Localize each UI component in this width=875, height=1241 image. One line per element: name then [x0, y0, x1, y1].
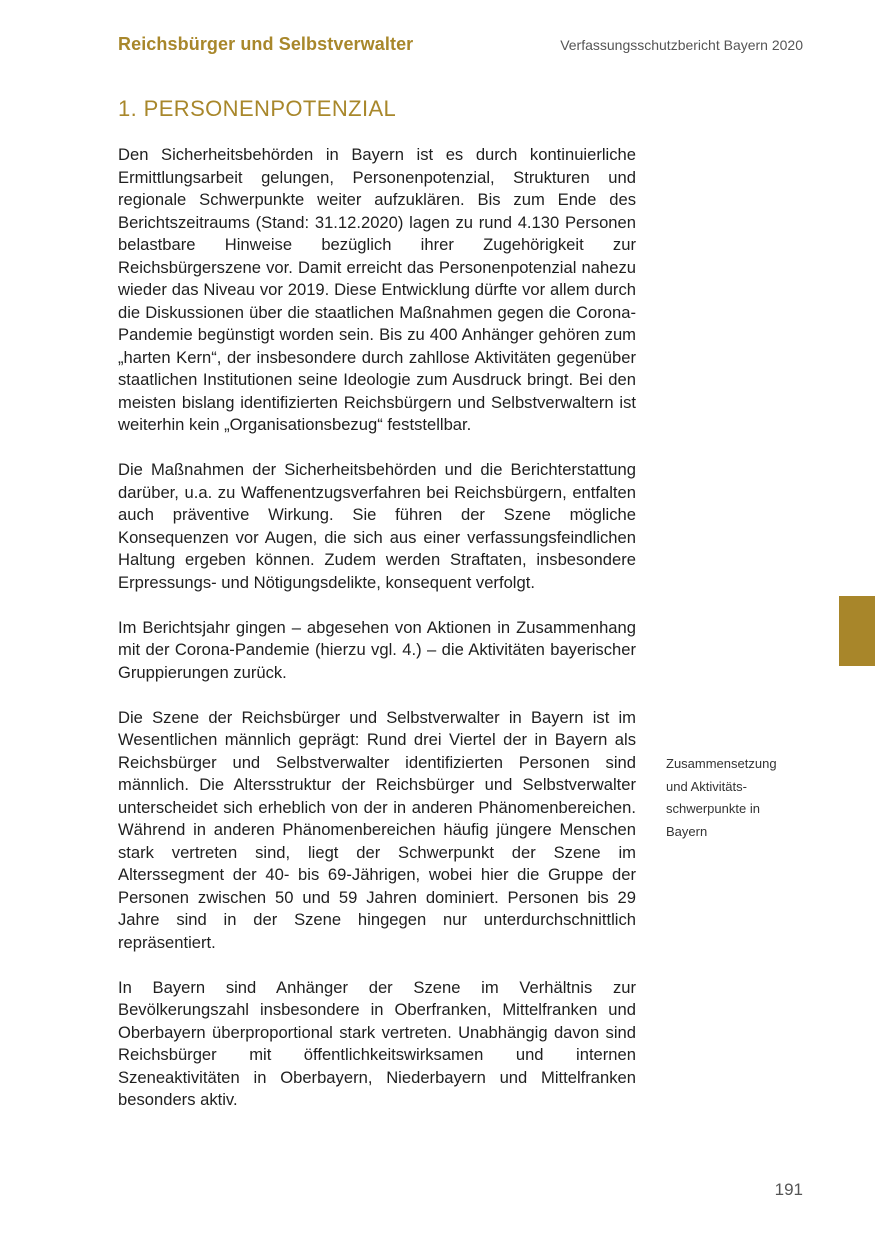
- paragraph-4: Die Szene der Reichsbürger und Selbstverwalter in Bayern ist im Wesentlichen männlich geprägt: Rund drei Viertel der in Bayern als Reichsbürger und Selbstverwalter identifizierten Personen sind männlich. Die Altersstruktur der Reichsbürger und Selbstverwalter unterscheidet sich erheblich von der in anderen Phänomenbereichen. Während in anderen Phänomenbereichen häufig jüngere Menschen stark vertreten sind, liegt der Schwerpunkt der Szene im Alterssegment der 40- bis 69-Jährigen, wobei hier die Gruppe der Personen zwischen 50 und 59 Jahren dominiert. Personen bis 29 Jahre sind in der Szene hingegen nur unterdurchschnittlich repräsentiert.: [118, 707, 636, 952]
- report-title: Verfassungsschutzbericht Bayern 2020: [560, 37, 803, 53]
- chapter-heading: Reichsbürger und Selbstverwalter: [118, 34, 414, 54]
- paragraph-1: Den Sicherheitsbehörden in Bayern ist es durch kontinuierliche Ermittlungsarbeit gelungen, Personenpotenzial, Strukturen und regionale Schwerpunkte weiter aufzuklären. Bis zum Ende des Berichtszeitraums (Stand: 31.12.2020) lagen zu rund 4.130 Personen belastbare Hinweise bezüglich ihrer Zugehörigkeit zur Reichsbürgerszene vor. Damit erreicht das Personenpotenzial nahezu wieder das Niveau vor 2019. Diese Entwicklung dürfte vor allem durch die Diskussionen über die staatlichen Maßnahmen gegen die Corona-Pandemie begünstigt worden sein. Bis zu 400 Anhänger gehören zum „harten Kern“, der insbesondere durch zahllose Aktivitäten gegenüber staatlichen Institutionen seine Ideologie zum Ausdruck bringt. Bei den meisten bislang identifizierten Reichsbürgern und Selbstverwaltern ist weiterhin kein „Organisationsbezug“ feststellbar.: [118, 145, 636, 434]
- chapter-tab-marker: [839, 596, 875, 666]
- paragraph-5: In Bayern sind Anhänger der Szene im Verhältnis zur Bevölkerungszahl insbesondere in Oberfranken, Mittelfranken und Oberbayern überproportional stark vertreten. Unabhängig davon sind Reichsbürger mit öffentlichkeitswirksamen und internen Szeneaktivitäten in Oberbayern, Niederbayern und Mittelfranken besonders aktiv.: [118, 977, 636, 1109]
- marginal-note-line: Bayern: [666, 823, 708, 839]
- marginal-note: [666, 753, 816, 843]
- page-number: 191: [774, 1180, 803, 1199]
- marginal-note-line: und Aktivitäts-: [666, 778, 747, 794]
- section-title: 1. PERSONENPOTENZIAL: [118, 96, 397, 121]
- marginal-note-line: schwerpunkte in: [666, 801, 760, 816]
- marginal-note-line: Zusammensetzung: [666, 756, 777, 771]
- paragraph-2: Die Maßnahmen der Sicherheitsbehörden und die Berichterstattung darüber, u.a. zu Waffenentzugsverfahren bei Reichsbürgern, entfalten auch präventive Wirkung. Sie führen der Szene mögliche Konsequenzen vor Augen, die sich aus einer verfassungsfeindlichen Haltung ergeben können. Zudem werden Straftaten, insbesondere Erpressungs- und Nötigungsdelikte, konsequent verfolgt.: [118, 460, 636, 592]
- body-text: [118, 144, 636, 1134]
- paragraph-3: Im Berichtsjahr gingen – abgesehen von Aktionen in Zusammenhang mit der Corona-Pandemie (hierzu vgl. 4.) – die Aktivitäten bayerischer Gruppierungen zurück.: [118, 617, 636, 682]
